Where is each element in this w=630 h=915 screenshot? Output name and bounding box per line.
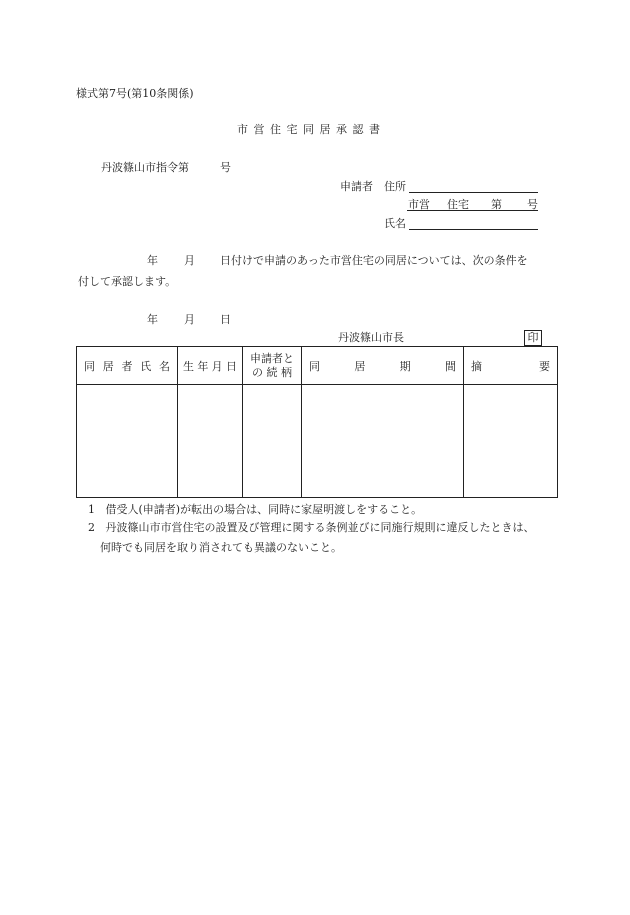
housing-room: 号 — [527, 198, 538, 211]
body-line-1: 日付けで申請のあった市営住宅の同居については、次の条件を — [220, 254, 528, 267]
housing-municipal: 市営 — [408, 198, 430, 211]
housing-estate: 住宅 — [447, 198, 469, 211]
seal-box: 印 — [524, 330, 542, 346]
body-year: 年 — [147, 254, 158, 267]
approval-year: 年 — [147, 313, 158, 326]
table-row — [77, 385, 558, 498]
mayor-title: 丹波篠山市長 — [338, 331, 404, 344]
housing-building: 第 — [491, 198, 502, 211]
cell-birthdate — [178, 385, 243, 498]
form-reference: 様式第7号(第10条関係) — [76, 87, 194, 100]
applicant-label: 申請者 — [340, 180, 373, 193]
cell-relationship — [243, 385, 302, 498]
document-title: 市 営 住 宅 同 居 承 認 書 — [237, 123, 381, 136]
body-line-2: 付して承認します。 — [78, 275, 177, 288]
issuer-number-suffix: 号 — [220, 161, 231, 174]
condition-1: 1 借受人(申請者)が転出の場合は、同時に家屋明渡しをすること。 — [88, 503, 423, 516]
header-cohabitant-name: 同 居 者 氏 名 — [77, 347, 178, 385]
cell-cohabitant-name — [77, 385, 178, 498]
name-line — [409, 218, 538, 230]
header-remarks: 摘 要 — [464, 347, 558, 385]
table-header-row — [77, 347, 558, 385]
cohabitant-table — [76, 346, 558, 498]
name-label: 氏名 — [384, 217, 406, 230]
header-cohabitation-period: 同 居 期 間 — [302, 347, 464, 385]
approval-day: 日 — [220, 313, 231, 326]
condition-2-continued: 何時でも同居を取り消されても異議のないこと。 — [100, 541, 342, 554]
body-month: 月 — [184, 254, 195, 267]
address-line — [409, 181, 538, 193]
header-relationship: 申請者と の 続 柄 — [243, 347, 302, 385]
condition-2: 2 丹波篠山市市営住宅の設置及び管理に関する条例並びに同施行規則に違反したときは、 — [88, 521, 535, 534]
cell-remarks — [464, 385, 558, 498]
cell-cohabitation-period — [302, 385, 464, 498]
approval-month: 月 — [184, 313, 195, 326]
address-label: 住所 — [384, 180, 406, 193]
header-birthdate: 生 年 月 日 — [178, 347, 243, 385]
issuer-number-prefix: 丹波篠山市指令第 — [101, 161, 189, 174]
